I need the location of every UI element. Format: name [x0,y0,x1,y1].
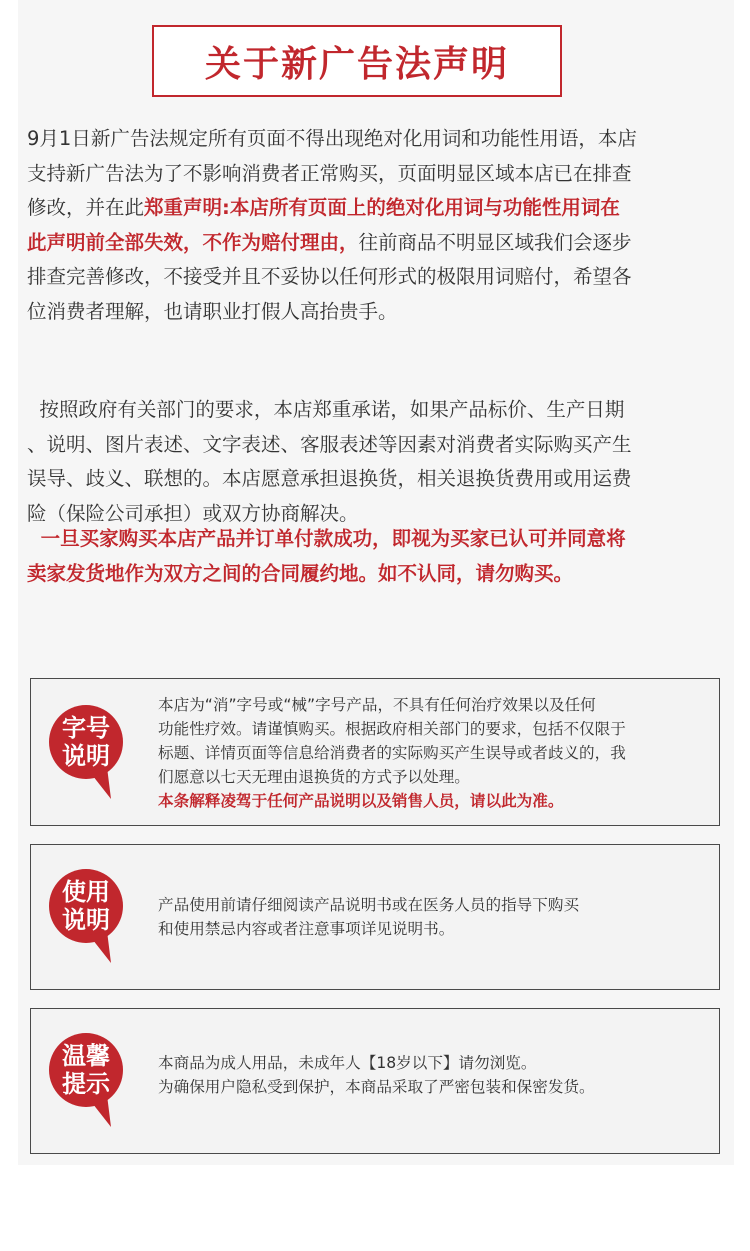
commitment-line: 、说明、图片表述、文字表述、客服表述等因素对消费者实际购买产生 [27,432,632,456]
statement-emphasis: 郑重声明:本店所有页面上的绝对化用词与功能性用词在 [144,196,620,219]
statement-line: 位消费者理解，也请职业打假人高抬贵手。 [27,299,398,323]
speech-bubble-badge [49,869,135,965]
card-line: 本店为“消”字号或“械”字号产品，不具有任何治疗效果以及任何 [158,696,596,714]
badge-line: 温馨 [62,1042,110,1070]
commitment-line: 误导、歧义、联想的。本店愿意承担退换货，相关退换货费用或用运费 [27,467,632,490]
notice-card-product-type [30,678,720,826]
notice-card-reminder [30,1008,720,1154]
commitment-line: 险（保险公司承担）或双方协商解决。 [27,501,359,525]
statement-emphasis: 此声明前全部失效，不作为赔付理由， [27,230,359,254]
title-box [152,25,562,97]
card-text [158,1051,718,1099]
statement-line: 9月1日新广告法规定所有页面不得出现绝对化用词和功能性用语，本店 [27,127,637,150]
card-text [158,893,718,941]
card-line: 们愿意以七天无理由退换货的方式予以处理。 [158,768,470,786]
statement-text: 修改，并在此 [27,196,145,219]
badge-line: 提示 [62,1070,110,1098]
contract-paragraph [27,522,717,591]
card-text [158,693,718,813]
statement-line [27,226,717,261]
card-emphasis: 本条解释凌驾于任何产品说明以及销售人员，请以此为准。 [158,792,564,810]
commitment-paragraph [27,393,717,531]
page-title: 关于新广告法声明 [204,43,509,85]
commitment-line: 按照政府有关部门的要求，本店郑重承诺，如果产品标价、生产日期 [27,398,625,421]
badge-line: 说明 [62,906,110,934]
card-line: 为确保用户隐私受到保护，本商品采取了严密包装和保密发货。 [158,1078,595,1096]
card-line: 功能性疗效。请谨慎购买。根据政府相关部门的要求，包括不仅限于 [158,720,626,738]
statement-text: 往前商品不明显区域我们会逐步 [358,230,632,254]
badge-line: 说明 [62,742,110,770]
badge-line: 字号 [62,714,110,742]
card-line: 本商品为成人用品，未成年人【18岁以下】请勿浏览。 [158,1054,537,1072]
contract-line: 卖家发货地作为双方之间的合同履约地。如不认同，请勿购买。 [27,561,574,585]
speech-bubble-badge [49,1033,135,1129]
card-line: 产品使用前请仔细阅读产品说明书或在医务人员的指导下购买 [158,896,580,914]
card-line: 标题、详情页面等信息给消费者的实际购买产生误导或者歧义的，我 [158,744,626,762]
contract-line: 一旦买家购买本店产品并订单付款成功，即视为买家已认可并同意将 [27,527,626,550]
statement-line [27,191,717,226]
badge-line: 使用 [62,878,110,906]
statement-paragraph [27,122,717,329]
notice-card-usage [30,844,720,990]
statement-line: 支持新广告法为了不影响消费者正常购买，页面明显区域本店已在排查 [27,161,632,185]
speech-bubble-badge [49,705,135,801]
statement-line: 排查完善修改，不接受并且不妥协以任何形式的极限用词赔付，希望各 [27,265,632,288]
card-line: 和使用禁忌内容或者注意事项详见说明书。 [158,920,455,938]
